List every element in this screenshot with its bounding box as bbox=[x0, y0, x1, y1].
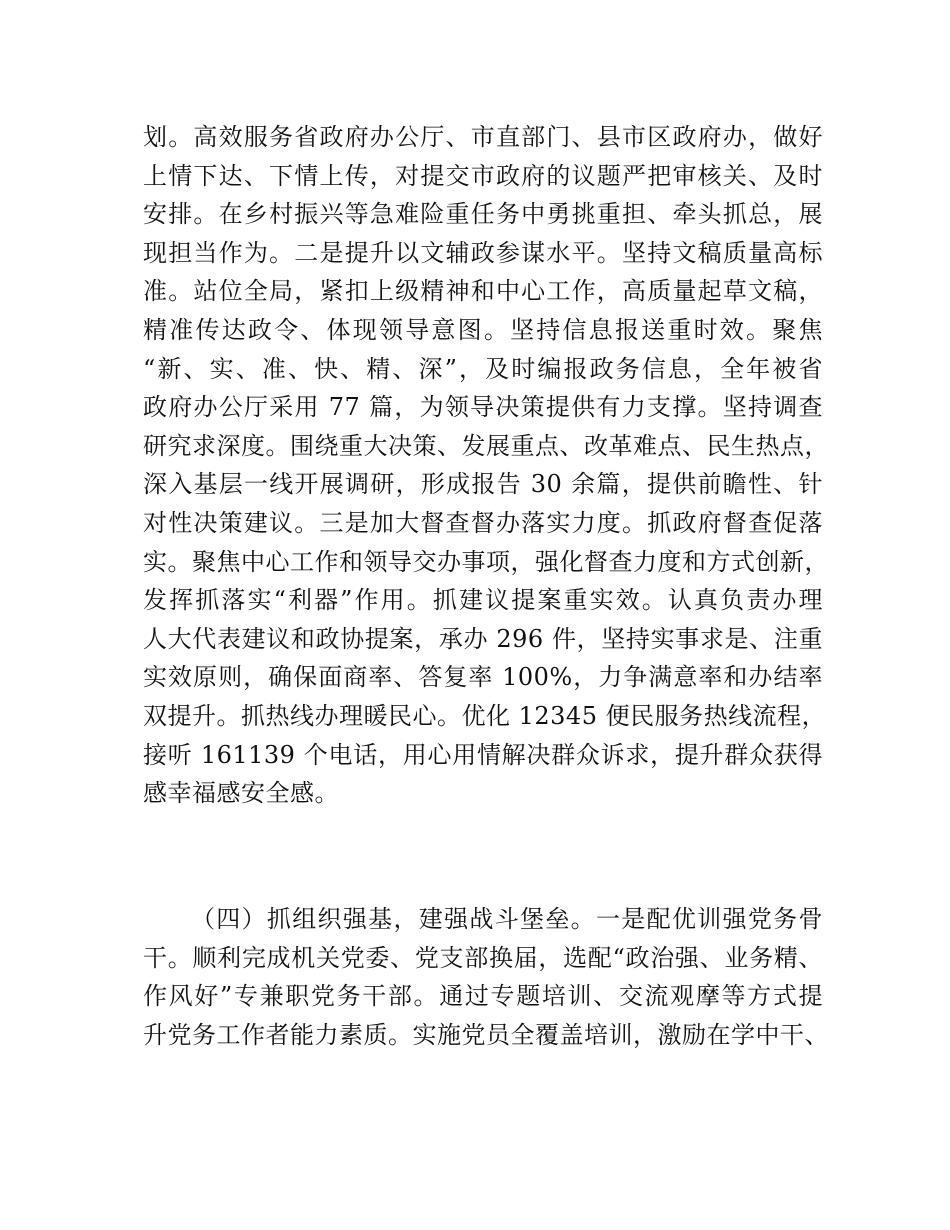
text-line: 实。聚焦中心工作和领导交办事项，强化督查力度和方式创新， bbox=[143, 547, 829, 576]
text-line: 双提升。抓热线办理暖民心。优化 12345 便民服务热线流程， bbox=[143, 701, 827, 730]
text-line: 实效原则，确保面商率、答复率 100%，力争满意率和办结率 bbox=[143, 663, 823, 692]
text-line: 划。高效服务省政府办公厅、市直部门、县市区政府办，做好 bbox=[143, 123, 823, 151]
text-line: 上情下达、下情上传，对提交市政府的议题严把审核关、及时 bbox=[143, 161, 823, 190]
text-line: 升党务工作者能力素质。实施党员全覆盖培训，激励在学中干、 bbox=[143, 1020, 829, 1049]
text-line: 现担当作为。二是提升以文辅政参谋水平。坚持文稿质量高标 bbox=[143, 238, 823, 267]
text-line: 接听 161139 个电话，用心用情解决群众诉求，提升群众获得 bbox=[143, 740, 823, 769]
text-line: 精准传达政令、体现领导意图。坚持信息报送重时效。聚焦 bbox=[143, 315, 823, 344]
text-line: 感幸福感安全感。 bbox=[143, 779, 339, 808]
text-line: 作风好”专兼职党务干部。通过专题培训、交流观摩等方式提 bbox=[143, 982, 823, 1011]
text-line: 发挥抓落实“利器”作用。抓建议提案重实效。认真负责办理 bbox=[143, 586, 823, 615]
text-line: 政府办公厅采用 77 篇，为领导决策提供有力支撑。坚持调查 bbox=[143, 393, 823, 422]
text-line: （四）抓组织强基，建强战斗堡垒。一是配优训强党务骨 bbox=[191, 905, 823, 933]
body-paragraph-2 bbox=[143, 900, 829, 1054]
body-paragraph-1 bbox=[143, 118, 829, 813]
text-line: 准。站位全局，紧扣上级精神和中心工作，高质量起草文稿， bbox=[143, 277, 823, 306]
text-line: 研究求深度。围绕重大决策、发展重点、改革难点、民生热点， bbox=[143, 431, 829, 460]
text-line: 对性决策建议。三是加大督查督办落实力度。抓政府督查促落 bbox=[143, 508, 823, 537]
text-line: “新、实、准、快、精、深”，及时编报政务信息，全年被省 bbox=[143, 354, 823, 383]
text-line: 干。顺利完成机关党委、党支部换届，选配“政治强、业务精、 bbox=[143, 943, 823, 972]
text-line: 人大代表建议和政协提案，承办 296 件，坚持实事求是、注重 bbox=[143, 624, 823, 653]
text-line: 安排。在乡村振兴等急难险重任务中勇挑重担、牵头抓总，展 bbox=[143, 200, 823, 229]
text-line: 深入基层一线开展调研，形成报告 30 余篇，提供前瞻性、针 bbox=[143, 470, 823, 499]
